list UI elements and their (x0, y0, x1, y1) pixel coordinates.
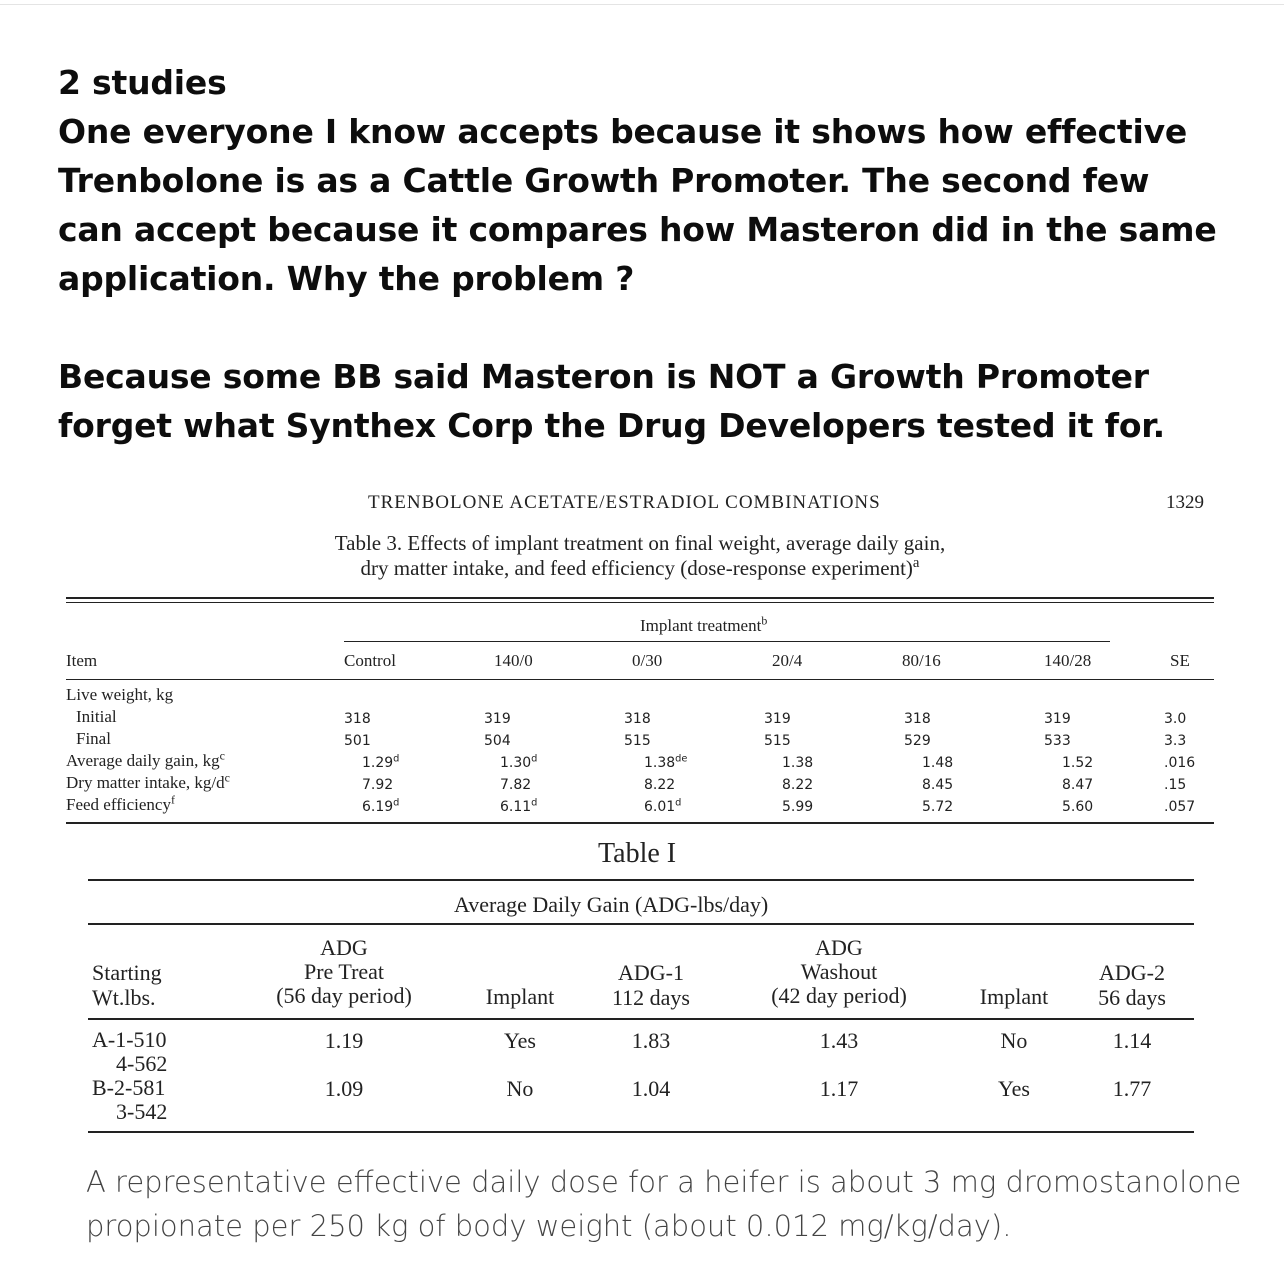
group-rule (344, 641, 1110, 642)
column-header: 140/28 (1044, 651, 1092, 670)
table-rule (66, 597, 1214, 599)
intro-text (58, 58, 1258, 450)
cell-adg-1: 1.04 (631, 1076, 671, 1101)
note-line: A representative effective daily dose for a heifer is about 3 mg dromostanolone (86, 1165, 1242, 1199)
table-cell: 8.22 (644, 777, 676, 793)
intro-line: can accept because it compares how Masteron did in the same (58, 210, 1217, 249)
intro-line: Because some BB said Masteron is NOT a Growth Promoter (58, 357, 1149, 396)
cell-starting-wt: A-1-510 4-562 (92, 1027, 168, 1076)
table-cell: 5.99 (782, 799, 814, 815)
table-cell: 1.29$^d$ (362, 753, 400, 771)
cell-starting-wt: B-2-581 3-542 (92, 1075, 168, 1124)
header-implant: Implant (979, 984, 1049, 1009)
table-cell: .016 (1164, 755, 1196, 771)
table-rule (88, 923, 1194, 925)
row-label: Final (76, 729, 111, 748)
table-cell: 1.38de (644, 753, 688, 771)
table-cell: 8.45 (922, 777, 954, 793)
table-subtitle: Average Daily Gain (ADG-lbs/day) (454, 892, 769, 917)
header-implant: Implant (485, 984, 555, 1009)
row-label: Feed efficiency$^f$ (66, 792, 175, 814)
intro-line: application. Why the problem ? (58, 259, 635, 298)
intro-line: One everyone I know accepts because it shows how effective (58, 112, 1188, 151)
table-cell: 515 (764, 733, 791, 749)
column-header: 0/30 (632, 651, 663, 670)
section-label: Live weight, kg (66, 685, 174, 704)
cell-adg-pre: 1.19 (324, 1028, 364, 1053)
table-cell: 1.52 (1062, 755, 1094, 771)
group-header: Implant treatment$^b$ (640, 613, 768, 635)
cell-implant: Yes (997, 1076, 1030, 1101)
running-head: TRENBOLONE ACETATE/ESTRADIOL COMBINATIONS (368, 492, 881, 513)
cell-implant: No (506, 1076, 534, 1101)
table-cell: 8.47 (1062, 777, 1094, 793)
table-cell: 3.3 (1164, 733, 1187, 749)
cell-adg-1: 1.83 (631, 1028, 671, 1053)
table-cell: 319 (1044, 711, 1071, 727)
column-header: 20/4 (772, 651, 803, 670)
header-adg-2: ADG-2 56 days (1098, 960, 1166, 1010)
table-cell: 504 (484, 733, 511, 749)
header-starting-wt: Starting Wt.lbs. (92, 960, 162, 1010)
table-rule (88, 1131, 1194, 1133)
table-cell: 515 (624, 733, 651, 749)
caption-line: dry matter intake, and feed efficiency (dose-response experiment)$^a$ (360, 555, 920, 580)
table-title: Table I (598, 838, 677, 869)
intro-line: 2 studies (58, 63, 227, 102)
table-cell: 6.11$^d$ (500, 797, 538, 815)
column-header: 80/16 (902, 651, 941, 670)
table-cell: 1.30$^d$ (500, 753, 538, 771)
cell-adg-washout: 1.17 (819, 1076, 859, 1101)
table-cell: 1.38 (782, 755, 814, 771)
note-line: propionate per 250 kg of body weight (about 0.012 mg/kg/day). (86, 1209, 1012, 1243)
cell-adg-2: 1.77 (1112, 1076, 1152, 1101)
header-adg-1: ADG-1 112 days (611, 960, 690, 1010)
intro-line: forget what Synthex Corp the Drug Developers tested it for. (58, 406, 1165, 445)
cell-implant: No (1000, 1028, 1028, 1053)
table-cell: .057 (1164, 799, 1196, 815)
table-cell: 501 (344, 733, 371, 749)
table-cell: 1.48 (922, 755, 954, 771)
column-header: SE (1170, 651, 1190, 670)
header-adg-washout: ADG Washout (42 day period) (771, 935, 907, 1008)
table-cell: 533 (1044, 733, 1071, 749)
table-cell: 5.60 (1062, 799, 1094, 815)
table-rule (88, 879, 1194, 881)
row-label: Average daily gain, $kg^c$ (66, 748, 225, 770)
row-label: Initial (76, 707, 117, 726)
table-cell: 7.92 (362, 777, 394, 793)
column-header: Control (344, 651, 396, 670)
cell-adg-washout: 1.43 (819, 1028, 859, 1053)
dose-note (86, 1160, 1276, 1248)
table-rule (66, 822, 1214, 824)
column-header: Item (66, 651, 98, 670)
table-cell: 6.19$^d$ (362, 797, 400, 815)
intro-line: Trenbolone is as a Cattle Growth Promoter. The second few (58, 161, 1150, 200)
table-cell: 318 (624, 711, 651, 727)
page-number: 1329 (1166, 492, 1204, 513)
table-cell: 8.22 (782, 777, 814, 793)
column-header: 140/0 (494, 651, 533, 670)
table-cell: 319 (484, 711, 511, 727)
table-cell: 6.01$^d$ (644, 797, 682, 815)
cell-implant: Yes (503, 1028, 536, 1053)
table-cell: 7.82 (500, 777, 532, 793)
cell-adg-pre: 1.09 (324, 1076, 364, 1101)
top-divider (0, 4, 1284, 5)
caption-line: Table 3. Effects of implant treatment on final weight, average daily gain, (334, 531, 946, 555)
table-cell: 529 (904, 733, 931, 749)
header-adg-pre-treat: ADG Pre Treat (56 day period) (276, 935, 412, 1008)
table-cell: .15 (1164, 777, 1187, 793)
table-cell: 319 (764, 711, 791, 727)
table-rule (66, 679, 1214, 680)
table-cell: 318 (904, 711, 931, 727)
table-rule (66, 602, 1214, 603)
row-label: Dry matter intake, $kg/d^c$ (66, 770, 230, 792)
table-cell: 3.0 (1164, 711, 1187, 727)
table-cell: 318 (344, 711, 371, 727)
table-caption (200, 531, 1080, 581)
cell-adg-2: 1.14 (1112, 1028, 1152, 1053)
table-cell: 5.72 (922, 799, 954, 815)
table-rule (88, 1018, 1194, 1020)
